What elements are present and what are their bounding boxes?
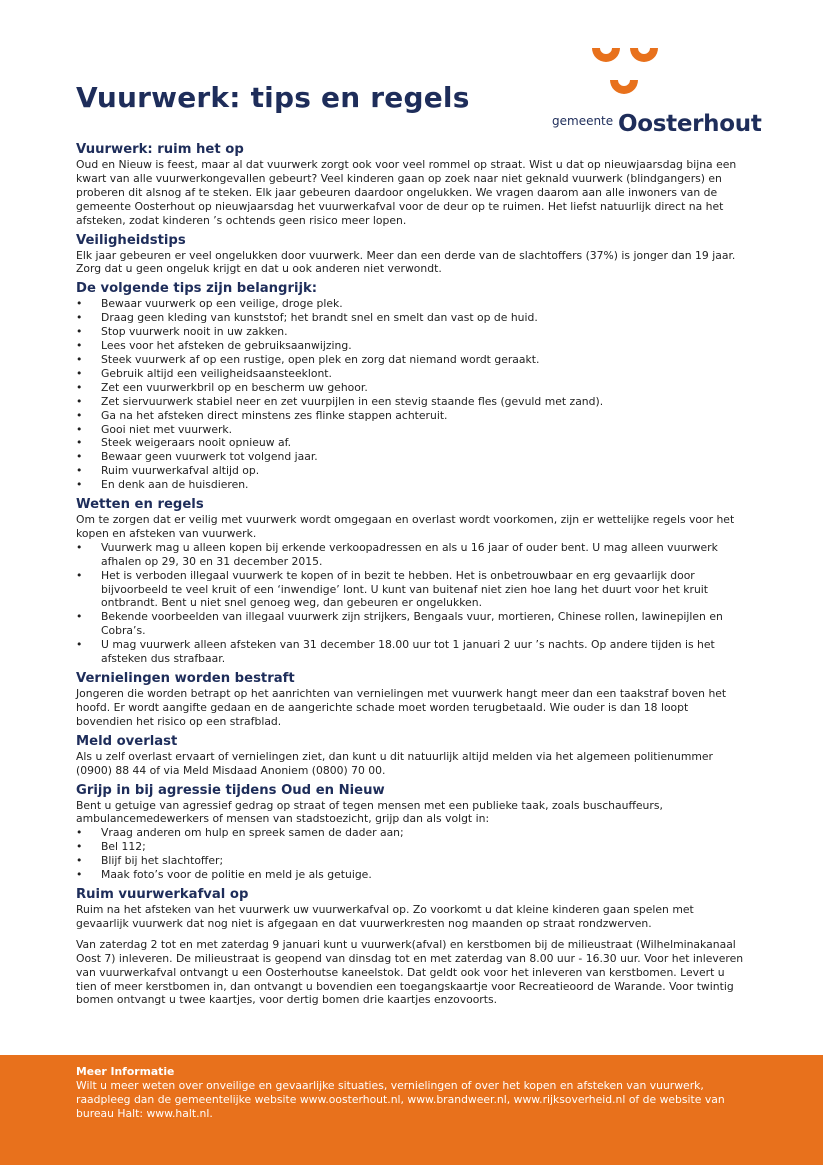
page-title: Vuurwerk: tips en regels bbox=[76, 81, 470, 114]
section-overlast bbox=[76, 734, 748, 778]
footer-text: Wilt u meer weten over onveilige en gevaarlijke situaties, vernielingen of over het kopen en afsteken van vuurwerk, raadpleeg dan de gemeentelijke website www.oosterhout.nl, www.brandweer.nl, www.rijksoverheid.nl of de website van bureau Halt: www.halt.nl. bbox=[76, 1078, 725, 1120]
list-item: • Bekende voorbeelden van illegaal vuurwerk zijn strijkers, Bengaals vuur, mortieren, Chinese rollen, lawinepijlen en Cobra’s. bbox=[76, 610, 748, 638]
list-item: • Vraag anderen om hulp en spreek samen de dader aan; bbox=[76, 826, 748, 840]
list-item: • Gebruik altijd een veiligheidsaansteeklont. bbox=[76, 367, 748, 381]
section-heading: Ruim vuurwerkafval op bbox=[76, 886, 249, 902]
section-tips bbox=[76, 281, 748, 492]
section-wetten bbox=[76, 497, 748, 666]
section-text: Om te zorgen dat er veilig met vuurwerk wordt omgegaan en overlast wordt voorkomen, zijn er wettelijke regels voor het kopen en afsteken van vuurwerk. bbox=[76, 513, 735, 540]
logo-wordmark: Oosterhout bbox=[618, 111, 762, 137]
section-text: Bent u getuige van agressief gedrag op straat of tegen mensen met een publieke taak, zoals buschauffeurs, ambulancemedewerkers of mensen van stadstoezicht, grijp dan als volgt in: bbox=[76, 798, 663, 826]
list-item: • Lees voor het afsteken de gebruiksaanwijzing. bbox=[76, 339, 748, 353]
list-item: • Zet siervuurwerk stabiel neer en zet vuurpijlen in een stevig staande fles (gevuld met zand). bbox=[76, 395, 748, 409]
section-heading: Vernielingen worden bestraft bbox=[76, 671, 295, 686]
list-item: • Gooi niet met vuurwerk. bbox=[76, 423, 748, 437]
municipality-logo bbox=[550, 44, 762, 140]
list-item: • Steek vuurwerk af op een rustige, open plek en zorg dat niemand wordt geraakt. bbox=[76, 353, 748, 367]
list-item: • Zet een vuurwerkbril op en bescherm uw gehoor. bbox=[76, 381, 748, 395]
section-heading: De volgende tips zijn belangrijk: bbox=[76, 281, 318, 297]
section-heading: Vuurwerk: ruim het op bbox=[76, 142, 244, 157]
section-veiligheid bbox=[76, 233, 748, 277]
list-item: • Ruim vuurwerkafval altijd op. bbox=[76, 464, 748, 478]
oosterhout-emblem-icon bbox=[590, 44, 662, 104]
list-item: • En denk aan de huisdieren. bbox=[76, 478, 748, 492]
rules-list bbox=[76, 541, 748, 666]
list-item: • Het is verboden illegaal vuurwerk te kopen of in bezit te hebben. Het is onbetrouwbaar en erg gevaarlijk door bijvoorbeeld te veel kruit of een ‘inwendige’ lont. U kunt van buitenaf niet zien hoe lang het duurt voor het kruit ontbrandt. Bent u niet snel genoeg weg, dan gebeuren er ongelukken. bbox=[76, 569, 748, 611]
section-agressie bbox=[76, 783, 748, 882]
list-item: • Stop vuurwerk nooit in uw zakken. bbox=[76, 325, 748, 339]
section-text: Als u zelf overlast ervaart of vernielingen ziet, dan kunt u dit natuurlijk altijd melden via het algemeen politienummer (0900) 88 44 of via Meld Misdaad Anoniem (0800) 70 00. bbox=[76, 749, 713, 777]
section-heading: Grijp in bij agressie tijdens Oud en Nieuw bbox=[76, 782, 385, 798]
list-item: • Maak foto’s voor de politie en meld je als getuige. bbox=[76, 868, 748, 882]
section-opruimen bbox=[76, 142, 748, 228]
list-item: • Steek weigeraars nooit opnieuw af. bbox=[76, 436, 748, 450]
list-item: • Vuurwerk mag u alleen kopen bij erkende verkoopadressen en als u 16 jaar of ouder bent. U mag alleen vuurwerk afhalen op 29, 30 en 31 december 2015. bbox=[76, 541, 748, 569]
section-text: Elk jaar gebeuren er veel ongelukken door vuurwerk. Meer dan een derde van de slachtoffers (37%) is jonger dan 19 jaar. Zorg dat u geen ongeluk krijgt en dat u ook anderen niet verwondt. bbox=[76, 248, 736, 276]
list-item: • U mag vuurwerk alleen afsteken van 31 december 18.00 uur tot 1 januari 2 uur ’s nachts. Op andere tijden is het afsteken dus strafbaar. bbox=[76, 638, 748, 666]
logo-subtitle: gemeente bbox=[552, 114, 614, 128]
section-vernielingen bbox=[76, 671, 748, 729]
section-heading: Meld overlast bbox=[76, 733, 178, 749]
tips-list bbox=[76, 297, 748, 492]
list-item: • Bewaar geen vuurwerk tot volgend jaar. bbox=[76, 450, 748, 464]
list-item: • Ga na het afsteken direct minstens zes flinke stappen achteruit. bbox=[76, 409, 748, 423]
section-text: Van zaterdag 2 tot en met zaterdag 9 januari kunt u vuurwerk(afval) en kerstbomen bij de milieustraat (Wilhelminakanaal Oost 7) inleveren. De milieustraat is geopend van dinsdag tot en met zaterdag van 8.00 uur - 16.30 uur. Voor het inleveren van vuurwerkafval ontvangt u een Oosterhoutse kaneelstok. Dat geldt ook voor het inleveren van kerstbomen. Levert u tien of meer kerstbomen in, dan ontvangt u bovendien een toegangskaartje voor Recreatieoord de Warande. Voor twintig bomen ontvangt u twee kaartjes, voor dertig bomen drie kaartjes enzovoorts. bbox=[76, 937, 744, 1007]
footer-info-band bbox=[0, 1055, 823, 1165]
list-item: • Draag geen kleding van kunststof; het brandt snel en smelt dan vast op de huid. bbox=[76, 311, 748, 325]
document-body bbox=[76, 142, 748, 1012]
section-afval bbox=[76, 887, 748, 1007]
footer-title: Meer Informatie bbox=[76, 1065, 175, 1078]
section-text: Jongeren die worden betrapt op het aanrichten van vernielingen met vuurwerk hangt meer dan een taakstraf boven het hoofd. Er wordt aangifte gedaan en de aangerichte schade moet worden terugbetaald. Wie ouder is dan 18 loopt bovendien het risico op een strafblad. bbox=[76, 687, 727, 728]
list-item: • Bewaar vuurwerk op een veilige, droge plek. bbox=[76, 297, 748, 311]
section-heading: Veiligheidstips bbox=[76, 232, 186, 248]
aggression-list bbox=[76, 826, 748, 882]
section-text: Oud en Nieuw is feest, maar al dat vuurwerk zorgt ook voor veel rommel op straat. Wist u dat op nieuwjaarsdag bijna een kwart van alle vuurwerkongevallen gebeurt? Veel kinderen gaan op zoek naar niet geknald vuurwerk (blindgangers) en proberen dit alsnog af te steken. Elk jaar gebeuren daardoor ongelukken. We vragen daarom aan alle inwoners van de gemeente Oosterhout op nieuwjaarsdag het vuurwerkafval voor de deur op te ruimen. Het liefst natuurlijk direct na het afsteken, zodat kinderen ’s ochtends geen risico meer lopen. bbox=[76, 158, 737, 227]
section-text: Ruim na het afsteken van het vuurwerk uw vuurwerkafval op. Zo voorkomt u dat kleine kinderen gaan spelen met gevaarlijk vuurwerk dat nog niet is afgegaan en dat vuurwerkresten nog maanden op straat rondzwerven. bbox=[76, 902, 694, 930]
section-heading: Wetten en regels bbox=[76, 497, 204, 513]
list-item: • Bel 112; bbox=[76, 840, 748, 854]
list-item: • Blijf bij het slachtoffer; bbox=[76, 854, 748, 868]
